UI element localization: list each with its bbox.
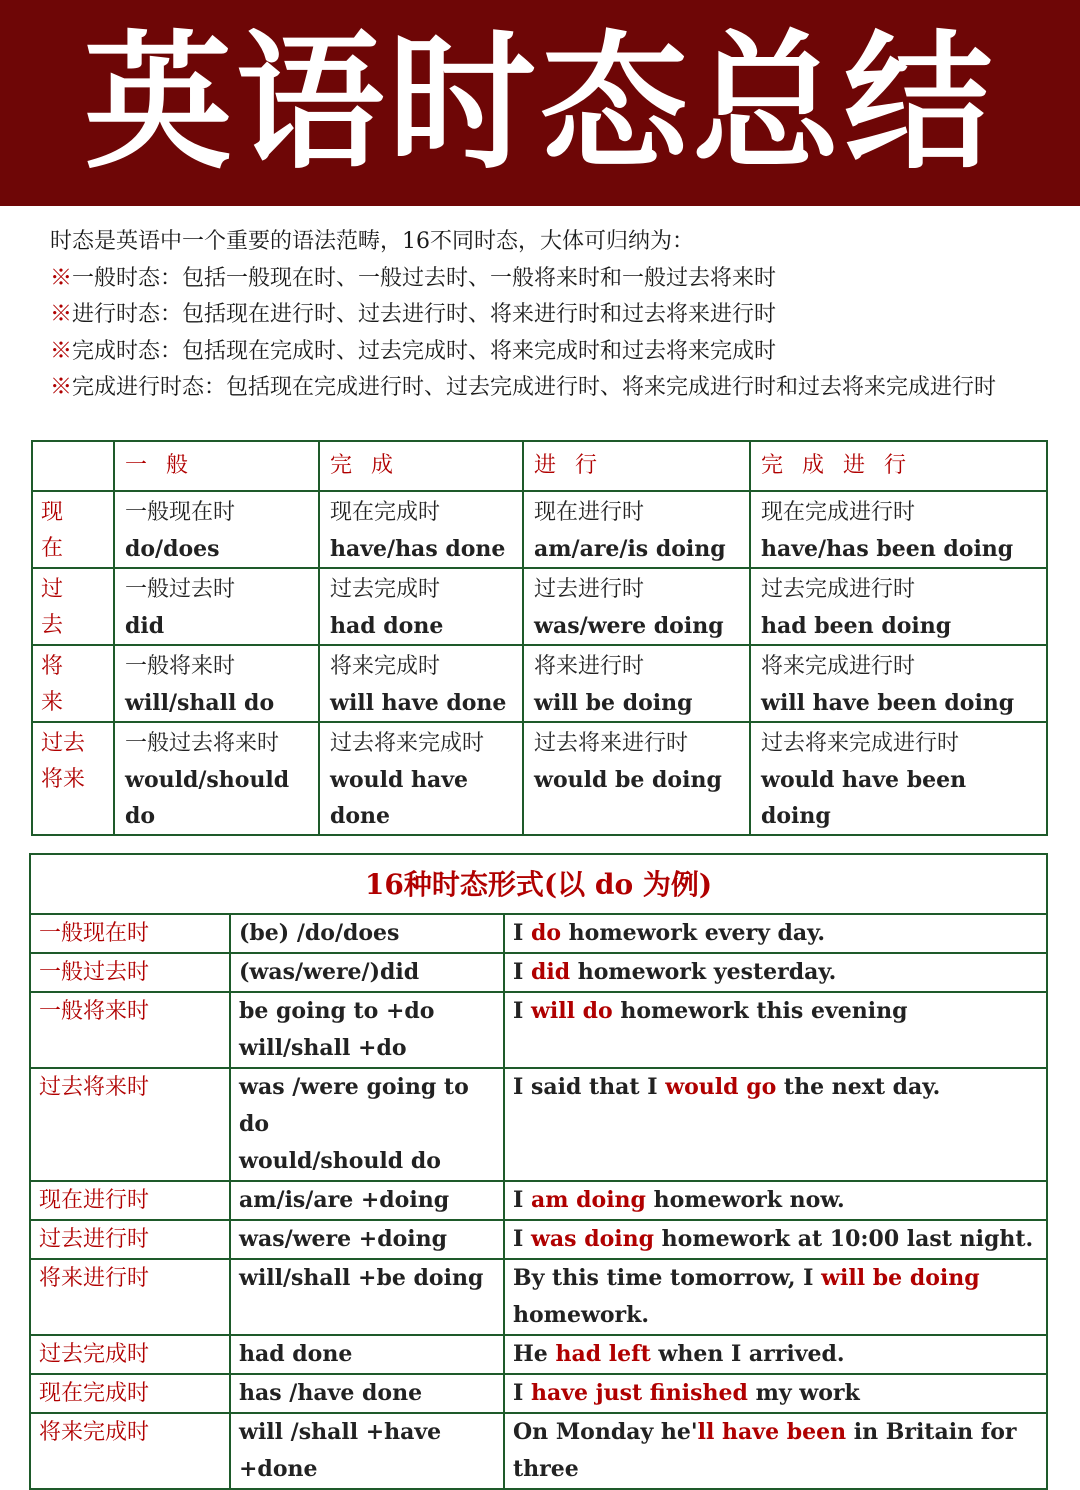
tense-grid-table <box>31 440 1048 836</box>
example-text: homework every day. <box>561 920 826 946</box>
intro-item-text: 包括现在进行时、过去进行时、将来进行时和过去将来进行时 <box>182 302 777 327</box>
grid-cell <box>750 645 1047 722</box>
grid-cell <box>114 722 319 835</box>
forms-row <box>30 1181 1047 1220</box>
example-text: homework at 10:00 last night. <box>653 1226 1034 1252</box>
tense-name: 现在完成时 <box>330 500 441 525</box>
forms-row <box>30 914 1047 953</box>
example-text: homework. <box>513 1302 650 1328</box>
tense-form: will have been doing <box>761 690 1015 716</box>
forms-caption <box>30 854 1047 914</box>
tense-form: will/shall do <box>125 690 275 716</box>
example-text: my work <box>747 1380 860 1406</box>
structure-line: was /were going to do <box>239 1074 469 1137</box>
forms-example <box>504 953 1047 992</box>
forms-tense-name: 一般现在时 <box>30 914 230 953</box>
forms-row <box>30 1413 1047 1489</box>
grid-row <box>32 722 1047 835</box>
forms-example <box>504 1181 1047 1220</box>
forms-structure <box>230 953 504 992</box>
intro-item-label: 一般时态： <box>72 265 183 291</box>
reference-mark: ※ <box>50 375 73 400</box>
example-text: in Britain for three <box>513 1419 1017 1482</box>
grid-cell <box>523 568 750 645</box>
forms-tense-name: 过去进行时 <box>30 1220 230 1259</box>
forms-example <box>504 1413 1047 1489</box>
grid-cell <box>319 645 523 722</box>
forms-example <box>504 1220 1047 1259</box>
intro-item-text: 包括一般现在时、一般过去时、一般将来时和一般过去将来时 <box>182 265 777 291</box>
grid-header: 一 般 <box>114 441 319 491</box>
example-verb: do <box>530 920 562 946</box>
page-title: 英语时态总结 <box>84 17 996 189</box>
tense-form: would have done <box>330 767 469 829</box>
row-head-bottom: 来 <box>41 690 64 715</box>
structure-line: am/is/are +doing <box>239 1187 450 1213</box>
forms-tense-name: 现在完成时 <box>30 1374 230 1413</box>
intro-list <box>50 261 1040 407</box>
grid-cell <box>114 568 319 645</box>
example-text: I <box>513 1187 531 1213</box>
grid-row <box>32 568 1047 645</box>
forms-structure <box>230 992 504 1068</box>
title-banner <box>0 0 1080 206</box>
forms-structure <box>230 1068 504 1181</box>
example-verb: was doing <box>530 1226 654 1252</box>
tense-form: will have done <box>330 690 507 716</box>
tense-form: did <box>125 613 165 639</box>
grid-cell <box>114 491 319 568</box>
forms-structure <box>230 1181 504 1220</box>
grid-header: 完 成 进 行 <box>750 441 1047 491</box>
forms-example <box>504 1335 1047 1374</box>
grid-cell <box>750 568 1047 645</box>
structure-line: was/were +doing <box>239 1226 448 1252</box>
forms-row <box>30 992 1047 1068</box>
tense-form: do/does <box>125 536 220 562</box>
row-head-bottom: 将来 <box>41 767 86 792</box>
tense-name: 过去将来完成进行时 <box>761 731 960 756</box>
example-text: He <box>513 1341 556 1367</box>
example-text: I <box>513 1226 531 1252</box>
grid-row-head <box>32 568 114 645</box>
grid-row <box>32 491 1047 568</box>
tense-form: was/were doing <box>534 613 724 639</box>
forms-tense-name: 过去将来时 <box>30 1068 230 1181</box>
caption-do: do <box>594 867 634 901</box>
tense-form: would have been doing <box>761 767 967 829</box>
forms-structure <box>230 914 504 953</box>
tense-form: had been doing <box>761 613 952 639</box>
intro-text <box>50 224 1040 407</box>
intro-item <box>50 370 1040 407</box>
tense-name: 一般将来时 <box>125 654 236 679</box>
structure-line: has /have done <box>239 1380 423 1406</box>
example-text: homework yesterday. <box>570 959 837 985</box>
tense-name: 过去完成时 <box>330 577 441 602</box>
forms-caption-row <box>30 854 1047 914</box>
forms-structure <box>230 1374 504 1413</box>
example-text: I <box>513 998 531 1024</box>
grid-cell <box>319 568 523 645</box>
caption-text: 16种时态形式(以 <box>364 867 595 901</box>
tense-name: 将来完成进行时 <box>761 654 916 679</box>
example-text: By this time tomorrow, I <box>513 1265 822 1291</box>
tense-name: 将来完成时 <box>330 654 441 679</box>
example-verb: had left <box>555 1341 651 1367</box>
intro-item-label: 完成进行时态： <box>72 375 227 400</box>
tense-name: 现在完成进行时 <box>761 500 916 525</box>
forms-example <box>504 914 1047 953</box>
forms-row <box>30 953 1047 992</box>
grid-header-row <box>32 441 1047 491</box>
structure-line: (was/were/)did <box>239 959 420 985</box>
forms-example <box>504 1068 1047 1181</box>
tense-name: 过去将来进行时 <box>534 731 689 756</box>
forms-structure <box>230 1413 504 1489</box>
forms-tense-name: 将来完成时 <box>30 1413 230 1489</box>
row-head-top: 现 <box>41 500 64 525</box>
forms-tense-name: 将来进行时 <box>30 1259 230 1335</box>
intro-item-text: 包括现在完成时、过去完成时、将来完成时和过去将来完成时 <box>182 338 777 364</box>
intro-item <box>50 334 1040 371</box>
grid-cell <box>523 722 750 835</box>
tense-form: am/are/is doing <box>534 536 726 562</box>
forms-example <box>504 992 1047 1068</box>
grid-cell <box>750 491 1047 568</box>
tense-name: 过去将来完成时 <box>330 731 485 756</box>
grid-cell <box>319 722 523 835</box>
tense-name: 一般过去将来时 <box>125 731 280 756</box>
forms-structure <box>230 1335 504 1374</box>
forms-row <box>30 1374 1047 1413</box>
intro-item-text: 包括现在完成进行时、过去完成进行时、将来完成进行时和过去将来完成进行时 <box>226 375 997 400</box>
caption-text: 为例) <box>633 867 713 901</box>
row-head-bottom: 去 <box>41 613 64 638</box>
example-text: I <box>513 920 531 946</box>
reference-mark: ※ <box>50 302 73 327</box>
tense-form: have/has done <box>330 536 506 562</box>
reference-mark: ※ <box>50 338 73 364</box>
forms-tense-name: 现在进行时 <box>30 1181 230 1220</box>
example-verb: will be doing <box>821 1265 980 1291</box>
grid-header: 完 成 <box>319 441 523 491</box>
tense-name: 将来进行时 <box>534 654 645 679</box>
grid-row-head <box>32 645 114 722</box>
tense-name: 一般现在时 <box>125 500 236 525</box>
row-head-top: 过去 <box>41 731 86 756</box>
example-verb: am doing <box>530 1187 646 1213</box>
tense-name: 过去完成进行时 <box>761 577 916 602</box>
forms-row <box>30 1335 1047 1374</box>
forms-tense-name: 一般将来时 <box>30 992 230 1068</box>
forms-example <box>504 1374 1047 1413</box>
intro-item-label: 完成时态： <box>72 338 183 364</box>
example-text: when I arrived. <box>650 1341 845 1367</box>
structure-line: will/shall +be doing <box>239 1265 484 1291</box>
tense-form: would be doing <box>534 767 722 793</box>
forms-row <box>30 1220 1047 1259</box>
grid-cell <box>523 645 750 722</box>
grid-row <box>32 645 1047 722</box>
structure-line: had done <box>239 1341 353 1367</box>
grid-cell <box>319 491 523 568</box>
forms-tense-name: 一般过去时 <box>30 953 230 992</box>
example-text: I <box>513 1380 531 1406</box>
forms-structure <box>230 1259 504 1335</box>
row-head-top: 将 <box>41 654 64 679</box>
forms-row <box>30 1068 1047 1181</box>
intro-item-label: 进行时态： <box>72 302 183 327</box>
grid-cell <box>114 645 319 722</box>
grid-row-head <box>32 491 114 568</box>
grid-row-head <box>32 722 114 835</box>
row-head-bottom: 在 <box>41 536 64 561</box>
example-text: the next day. <box>776 1074 941 1100</box>
intro-line: 时态是英语中一个重要的语法范畴，16不同时态，大体可归纳为： <box>50 229 694 254</box>
tense-name: 过去进行时 <box>534 577 645 602</box>
forms-row <box>30 1259 1047 1335</box>
structure-line: will /shall +have +done <box>239 1419 442 1482</box>
grid-header: 进 行 <box>523 441 750 491</box>
tense-form: had done <box>330 613 444 639</box>
tense-forms-table <box>29 853 1048 1490</box>
example-text: On Monday he' <box>513 1419 698 1445</box>
forms-structure <box>230 1220 504 1259</box>
intro-item <box>50 297 1040 334</box>
example-text: homework this evening <box>612 998 908 1024</box>
example-text: I <box>513 959 531 985</box>
tense-form: would/should do <box>125 767 290 829</box>
intro-item <box>50 261 1040 298</box>
example-verb: would go <box>665 1074 777 1100</box>
forms-example <box>504 1259 1047 1335</box>
example-text: homework now. <box>645 1187 845 1213</box>
example-verb: have just finished <box>530 1380 748 1406</box>
grid-cell <box>750 722 1047 835</box>
example-verb: did <box>530 959 571 985</box>
tense-form: will be doing <box>534 690 693 716</box>
forms-tense-name: 过去完成时 <box>30 1335 230 1374</box>
structure-line: (be) /do/does <box>239 920 400 946</box>
grid-corner <box>32 441 114 491</box>
tense-name: 一般过去时 <box>125 577 236 602</box>
structure-line: be going to +do <box>239 998 435 1024</box>
structure-line: will/shall +do <box>239 1035 407 1061</box>
example-verb: ll have been <box>697 1419 847 1445</box>
tense-form: have/has been doing <box>761 536 1014 562</box>
example-text: I said that I <box>513 1074 666 1100</box>
structure-line: would/should do <box>239 1148 441 1174</box>
example-verb: will do <box>530 998 613 1024</box>
reference-mark: ※ <box>50 265 73 291</box>
grid-cell <box>523 491 750 568</box>
row-head-top: 过 <box>41 577 64 602</box>
tense-name: 现在进行时 <box>534 500 645 525</box>
